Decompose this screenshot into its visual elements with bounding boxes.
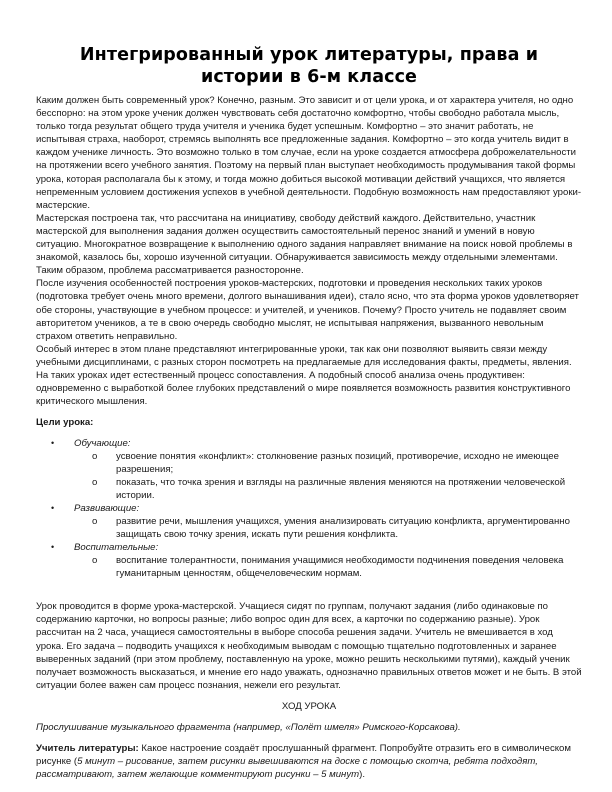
document-page <box>36 44 582 781</box>
lesson-heading: ХОД УРОКА <box>281 700 337 712</box>
circle-bullet-icon: o <box>92 516 98 528</box>
music-note: Прослушивание музыкального фрагмента (например, «Полёт шмеля» Римского-Корсакова). <box>36 721 461 733</box>
goal-name: Развивающие: <box>74 503 140 515</box>
goal-name: Воспитательные: <box>74 542 159 554</box>
circle-bullet-icon: o <box>92 555 98 567</box>
intro-paragraph-4: Особый интерес в этом плане представляют интегрированные уроки, так как они позволяют выявить связи между учебными дисциплинами, с разных сторон посмотреть на предлагаемые для исследования факты, предметы, явления. На таких уроках идет естественный процесс сопоставления. А подобный способ анализа очень продуктивен: одновременно с выработкой более глубоких представлений о мире появляется возможность развития конструктивного критического мышления. <box>36 343 572 408</box>
goal-item <box>74 515 582 541</box>
goal-item <box>74 476 582 502</box>
format-paragraph: Урок проводится в форме урока-мастерской. Учащиеся сидят по группам, получают задания (либо одинаковые по содержанию карточки, но вопросы разные; либо вопрос один для всех, а карточки по содержанию разные). Урок рассчитан на 2 часа, учащиеся самостоятельны в выборе способа решения задачи. Учитель не вмешивается в ход урока. Его задача – подводить учащихся к необходимым выводам с помощью тщательно подготовленных и заранее выверенных заданий (при этом проблему, поставленную на уроке, можно решить несколькими путями), каждый ученик получает возможность высказаться, и мнение его надо уважать, однозначно правильных ответов может и не быть. В этой ситуации более важен сам процесс познания, нежели его результат. <box>36 601 582 691</box>
goal-sublist <box>74 450 582 502</box>
document-title: Интегрированный урок литературы, права и истории в 6-м классе <box>79 45 539 87</box>
goal-educational <box>36 541 582 580</box>
spacer <box>36 580 582 600</box>
goal-item <box>74 450 582 476</box>
bullet-icon: • <box>51 503 55 514</box>
teacher-label: Учитель литературы: <box>36 742 139 754</box>
goal-item-text: показать, что точка зрения и взгляды на различные явления меняются на протяжении человеческой истории. <box>116 477 566 502</box>
teacher-text: Какое настроение создаёт прослушанный фрагмент. Попробуйте отразить его в символическом рисунке ( <box>36 742 571 767</box>
intro-paragraph-3: После изучения особенностей построения уроков-мастерских, подготовки и проведения нескольких таких уроков (подготовка требует очень много времени, долгого вынашивания идеи), стало ясно, что эта форма уроков удовлетворяет обе стороны, участвующие в учебном процессе: и учителей, и учеников. Почему? Просто учитель не подавляет своим авторитетом учеников, а те в свою очередь свободно мыслят, не испытывая напряжения, вызванного невольным страхом ответить неправильно. <box>36 278 579 342</box>
intro-paragraph-1: Каким должен быть современный урок? Конечно, разным. Это зависит и от цели урока, и от характера учителя, но одно бесспорно: на этом уроке ученик должен чувствовать себя достаточно комфортно, чтобы свободно работала мысль, только тогда результат общего труда учителя и ученика будет успешным. Комфортно – это значит работать, не испытывая страха, наоборот, стремясь выполнять все предложенные задания. Комфортно – это когда учитель видит в каждом ученике личность. Это возможно только в том случае, если на уроке создается атмосфера доброжелательности на протяжении всего учебного занятия. Поэтому на первый план выступает необходимость продумывания такой формы урока, которая располагала бы к этому, и тогда можно добиться высокой мотивации действий учащихся, что является непременным условием достижения успехов в учебной деятельности. Подобную возможность нам предоставляют уроки-мастерские. <box>36 95 582 211</box>
bullet-icon: • <box>51 542 55 553</box>
intro-paragraph-2: Мастерская построена так, что рассчитана на инициативу, свободу действий каждого. Действительно, участник мастерской для выполнения задания должен осуществить самостоятельный перенос знаний и умений в новую ситуацию. Многократное возвращение к выполнению одного задания направляет внимание на поиск новой проблемы в знакомой, казалось бы, хорошо изученной ситуации. Обнаруживается зависимость между отдельными элементами. Таким образом, проблема рассматривается разносторонне. <box>36 212 573 277</box>
circle-bullet-icon: o <box>92 477 98 489</box>
goal-item <box>74 554 582 580</box>
goal-teaching <box>36 437 582 502</box>
bullet-icon: • <box>51 438 55 449</box>
goal-sublist <box>74 554 582 580</box>
goals-heading: Цели урока: <box>36 417 94 429</box>
goal-developing <box>36 502 582 541</box>
goal-name: Обучающие: <box>74 438 131 450</box>
teacher-end: ). <box>359 769 365 781</box>
goal-item-text: воспитание толерантности, понимания учащимися необходимости подчинения поведения человека гуманитарным ценностям, общечеловеческим нормам. <box>116 555 564 580</box>
teacher-paragraph <box>36 742 582 781</box>
goal-item-text: усвоение понятия «конфликт»: столкновение разных позиций, противоречие, исходно не имеющее разрешения; <box>116 451 559 476</box>
goal-item-text: развитие речи, мышления учащихся, умения анализировать ситуацию конфликта, аргументированно защищать свою точку зрения, искать пути решения конфликта. <box>116 516 570 541</box>
goals-list <box>36 437 582 580</box>
goal-sublist <box>74 515 582 541</box>
circle-bullet-icon: o <box>92 451 98 463</box>
teacher-italic: 5 минут – рисование, затем рисунки вывешиваются на доске с помощью скотча, ребята подходят, рассматривают, затем желающие комментируют рисунки – 5 минут <box>36 756 538 781</box>
